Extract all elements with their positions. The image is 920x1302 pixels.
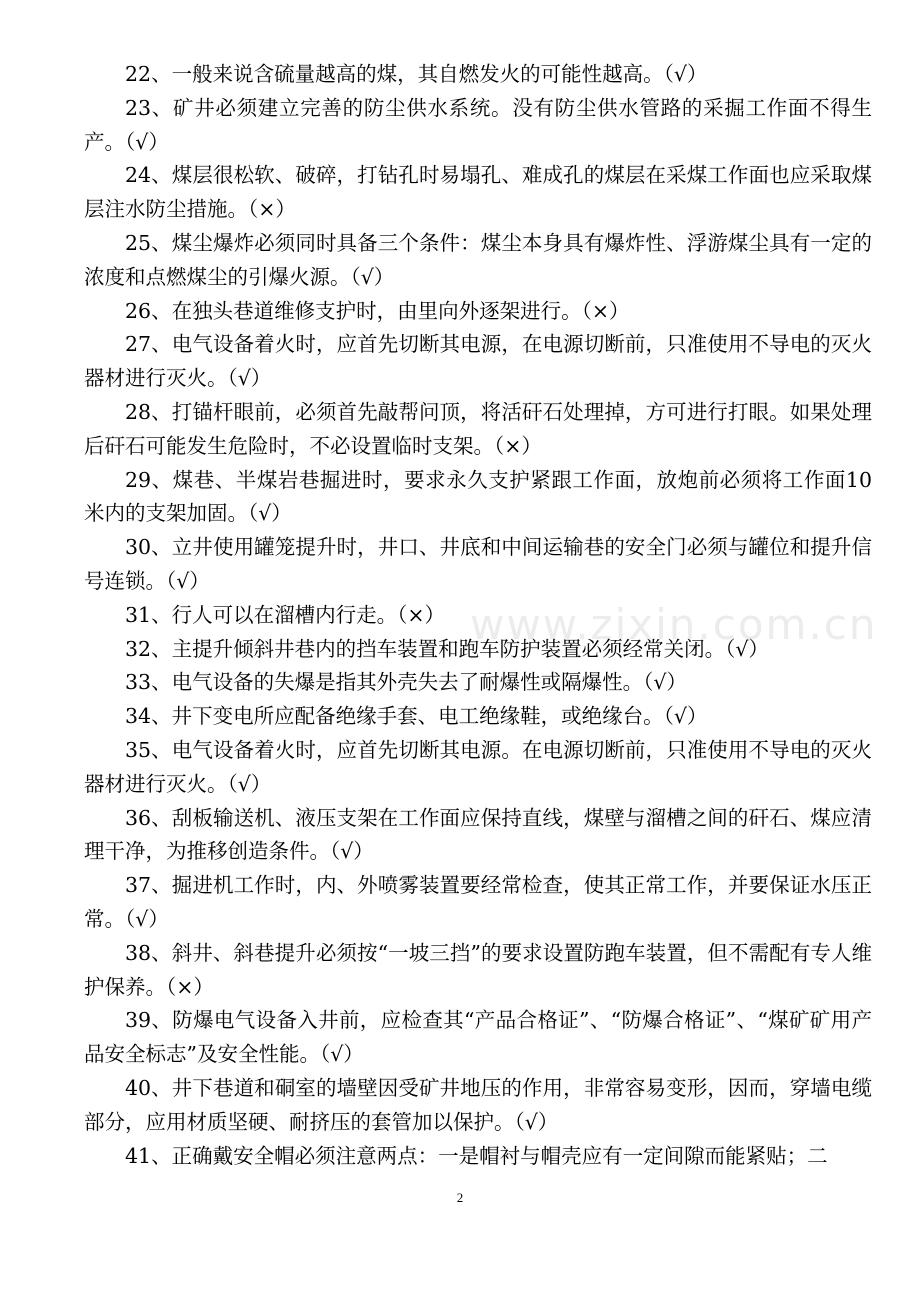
page-number: 2 bbox=[456, 1190, 464, 1205]
question-37: 37、掘进机工作时，内、外喷雾装置要经常检查，使其正常工作，并要保证水压正常。（√） bbox=[84, 873, 872, 931]
question-35: 35、电气设备着火时，应首先切断其电源。在电源切断前，只准使用不导电的灭火器材进行灭火。（√） bbox=[84, 737, 872, 796]
question-40: 40、井下巷道和硐室的墙壁因受矿井地压的作用，非常容易变形，因而，穿墙电缆部分，应用材质坚硬、耐挤压的套管加以保护。（√） bbox=[84, 1075, 872, 1134]
question-27: 27、电气设备着火时，应首先切断其电源，在电源切断前，只准使用不导电的灭火器材进行灭火。（√） bbox=[84, 332, 872, 391]
question-31: 31、行人可以在溜槽内行走。（×） bbox=[125, 602, 446, 627]
question-34: 34、井下变电所应配备绝缘手套、电工绝缘鞋，或绝缘台。（√） bbox=[125, 704, 708, 729]
question-22: 22、一般来说含硫量越高的煤，其自燃发火的可能性越高。（√） bbox=[125, 62, 708, 86]
question-38: 38、斜井、斜巷提升必须按“一坡三挡”的要求设置防跑车装置，但不需配有专人维护保养。（×） bbox=[84, 940, 872, 999]
question-24: 24、煤层很松软、破碎，打钻孔时易塌孔、难成孔的煤层在采煤工作面也应采取煤层注水防尘措施。（×） bbox=[84, 163, 872, 222]
question-32: 32、主提升倾斜井巷内的挡车装置和跑车防护装置必须经常关闭。（√） bbox=[125, 636, 769, 661]
question-36: 36、刮板输送机、液压支架在工作面应保持直线，煤壁与溜槽之间的矸石、煤应清理干净，为推移创造条件。（√） bbox=[84, 805, 872, 864]
question-26: 26、在独头巷道维修支护时，由里向外逐架进行。（×） bbox=[125, 298, 630, 323]
question-28: 28、打锚杆眼前，必须首先敲帮问顶，将活矸石处理掉，方可进行打眼。如果处理后矸石可能发生危险时，不必设置临时支架。（×） bbox=[84, 399, 872, 458]
question-30: 30、立井使用罐笼提升时，井口、井底和中间运输巷的安全门必须与罐位和提升信号连锁。（√） bbox=[84, 535, 872, 593]
question-29: 29、煤巷、半煤岩巷掘进时，要求永久支护紧跟工作面，放炮前必须将工作面10米内的支架加固。（√） bbox=[84, 467, 872, 526]
question-33: 33、电气设备的失爆是指其外壳失去了耐爆性或隔爆性。（√） bbox=[125, 670, 687, 695]
question-39: 39、防爆电气设备入井前，应检查其“产品合格证”、“防爆合格证”、“煤矿矿用产品安全标志”及安全性能。（√） bbox=[84, 1008, 872, 1067]
watermark-text: www.zixin.com.cn bbox=[470, 600, 878, 649]
question-23: 23、矿井必须建立完善的防尘供水系统。没有防尘供水管路的采掘工作面不得生产。（√） bbox=[84, 95, 872, 154]
question-25: 25、煤尘爆炸必须同时具备三个条件：煤尘本身具有爆炸性、浮游煤尘具有一定的浓度和点燃煤尘的引爆火源。（√） bbox=[84, 230, 872, 289]
question-41: 41、正确戴安全帽必须注意两点：一是帽衬与帽壳应有一定间隙而能紧贴；二 bbox=[125, 1143, 828, 1168]
